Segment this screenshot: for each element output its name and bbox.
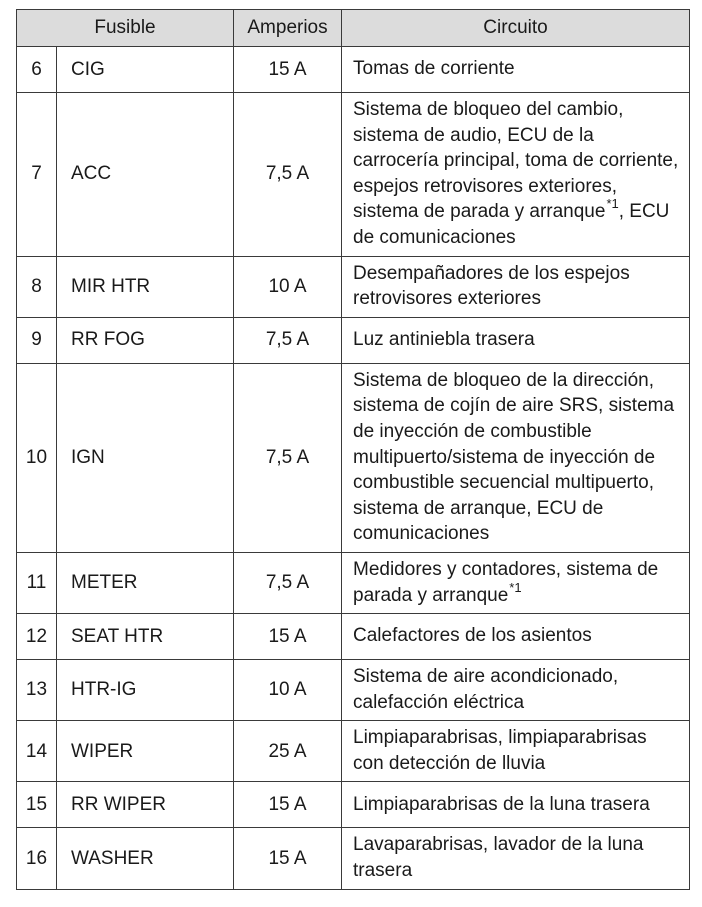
fuse-circuit: Tomas de corriente: [342, 47, 690, 93]
table-row: [17, 721, 690, 782]
fuse-amps: 15 A: [234, 614, 342, 660]
fuse-amps: 15 A: [234, 782, 342, 828]
fuse-name: METER: [57, 552, 234, 613]
header-row: [17, 10, 690, 47]
fuse-circuit: Limpiaparabrisas, limpiaparabrisas con detección de lluvia: [342, 721, 690, 782]
fuse-amps: 10 A: [234, 660, 342, 721]
fuse-number: 16: [17, 828, 57, 889]
fuse-table: [16, 9, 690, 890]
fuse-circuit: Sistema de bloqueo de la dirección, sistema de cojín de aire SRS, sistema de inyección de combustible multipuerto/sistema de inyección de combustible secuencial multipuerto, sistema de arranque, ECU de comunicaciones: [342, 363, 690, 552]
fuse-name: MIR HTR: [57, 256, 234, 317]
fuse-name: WIPER: [57, 721, 234, 782]
header-amps: Amperios: [234, 10, 342, 47]
fuse-number: 7: [17, 93, 57, 257]
fuse-circuit: [342, 552, 690, 613]
fuse-amps: 7,5 A: [234, 552, 342, 613]
table-row: [17, 256, 690, 317]
fuse-name: IGN: [57, 363, 234, 552]
table-row: [17, 614, 690, 660]
fuse-name: RR WIPER: [57, 782, 234, 828]
fuse-circuit: Luz antiniebla trasera: [342, 317, 690, 363]
footnote-mark: *1: [606, 196, 619, 212]
header-circuit: Circuito: [342, 10, 690, 47]
table-row: [17, 828, 690, 889]
fuse-name: RR FOG: [57, 317, 234, 363]
header-fuse: Fusible: [17, 10, 234, 47]
table-row: [17, 47, 690, 93]
table-row: [17, 660, 690, 721]
fuse-number: 12: [17, 614, 57, 660]
fuse-number: 13: [17, 660, 57, 721]
fuse-amps: 7,5 A: [234, 363, 342, 552]
table-row: [17, 93, 690, 257]
fuse-circuit: Limpiaparabrisas de la luna trasera: [342, 782, 690, 828]
table-row: [17, 552, 690, 613]
fuse-circuit: Desempañadores de los espejos retrovisores exteriores: [342, 256, 690, 317]
fuse-number: 11: [17, 552, 57, 613]
fuse-number: 14: [17, 721, 57, 782]
fuse-number: 15: [17, 782, 57, 828]
circuit-text: Sistema de bloqueo del cambio, sistema de audio, ECU de la carrocería principal, toma de corriente, espejos retrovisores exteriores, sistema de parada y arranque: [353, 99, 679, 223]
fuse-amps: 15 A: [234, 828, 342, 889]
fuse-amps: 7,5 A: [234, 93, 342, 257]
table-row: [17, 782, 690, 828]
table-header: [17, 10, 690, 47]
fuse-circuit: Calefactores de los asientos: [342, 614, 690, 660]
circuit-text: Medidores y contadores, sistema de parada y arranque: [353, 558, 659, 606]
fuse-number: 6: [17, 47, 57, 93]
fuse-name: HTR-IG: [57, 660, 234, 721]
fuse-circuit: [342, 93, 690, 257]
fuse-circuit: Sistema de aire acondicionado, calefacción eléctrica: [342, 660, 690, 721]
fuse-number: 8: [17, 256, 57, 317]
table-row: [17, 363, 690, 552]
fuse-name: SEAT HTR: [57, 614, 234, 660]
fuse-name: CIG: [57, 47, 234, 93]
fuse-name: WASHER: [57, 828, 234, 889]
fuse-amps: 25 A: [234, 721, 342, 782]
fuse-amps: 15 A: [234, 47, 342, 93]
fuse-amps: 7,5 A: [234, 317, 342, 363]
fuse-number: 10: [17, 363, 57, 552]
fuse-circuit: Lavaparabrisas, lavador de la luna trasera: [342, 828, 690, 889]
fuse-number: 9: [17, 317, 57, 363]
circuit-text-continued: , ECU de comunicaciones: [353, 201, 670, 248]
table-row: [17, 317, 690, 363]
fuse-name: ACC: [57, 93, 234, 257]
footnote-mark: *1: [509, 579, 522, 595]
fuse-amps: 10 A: [234, 256, 342, 317]
